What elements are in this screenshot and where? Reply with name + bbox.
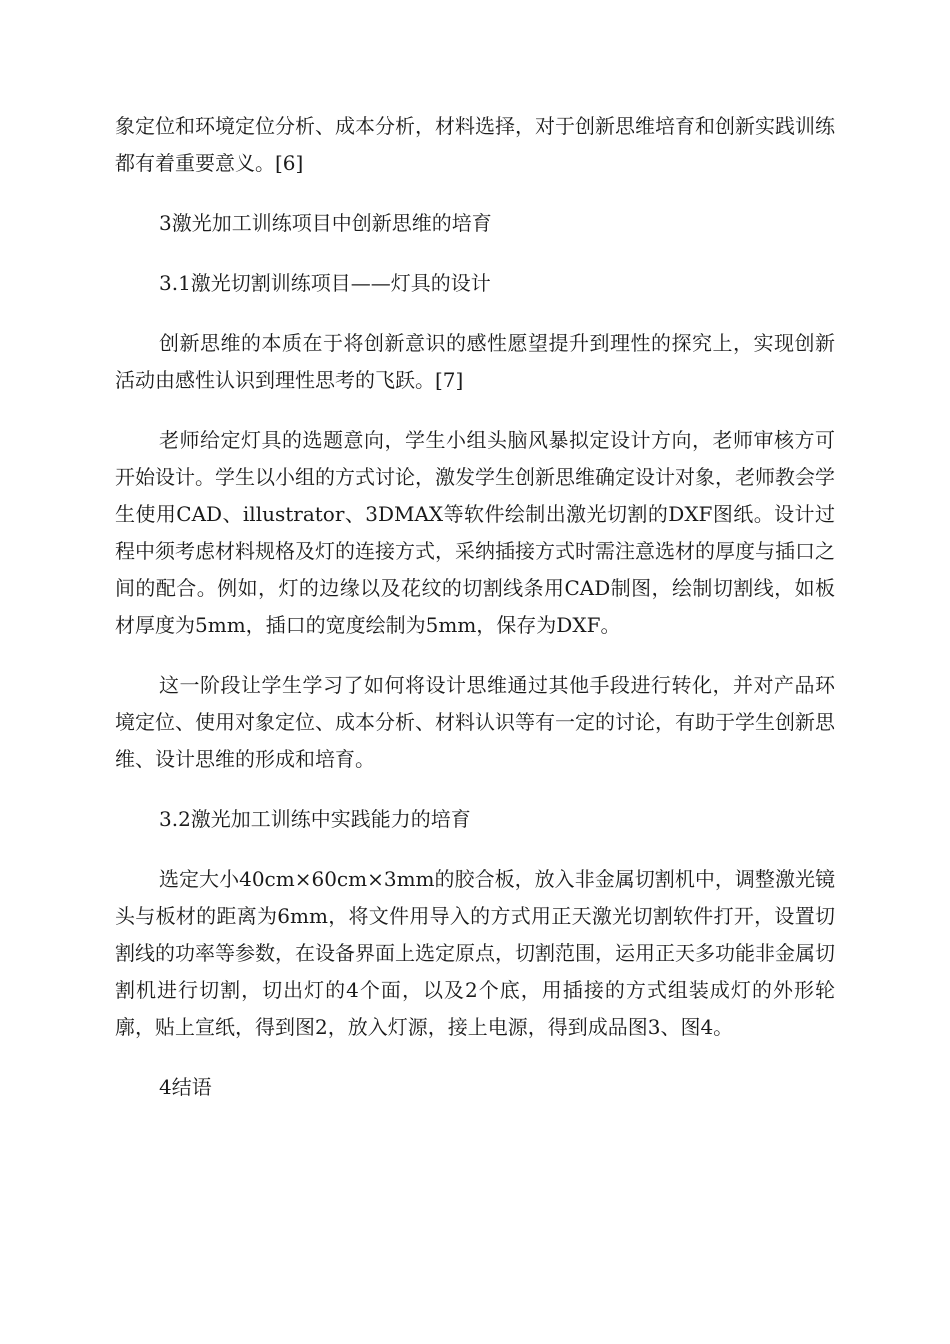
- subsection-heading-3-1: 3.1激光切割训练项目——灯具的设计: [159, 271, 491, 295]
- paragraph-continued: 象定位和环境定位分析、成本分析，材料选择，对于创新思维培育和创新实践训练都有着重要意义。[6]: [115, 114, 835, 175]
- paragraph: 选定大小40cm×60cm×3mm的胶合板，放入非金属切割机中，调整激光镜头与板材的距离为6mm，将文件用导入的方式用正天激光切割软件打开，设置切割线的功率等参数，在设备界面上选定原点，切割范围，运用正天多功能非金属切割机进行切割，切出灯的4个面，以及2个底，用插接的方式组装成灯的外形轮廓，贴上宣纸，得到图2，放入灯源，接上电源，得到成品图3、图4。: [115, 867, 835, 1039]
- paragraph: 老师给定灯具的选题意向，学生小组头脑风暴拟定设计方向，老师审核方可开始设计。学生以小组的方式讨论，激发学生创新思维确定设计对象，老师教会学生使用CAD、illustrator、3DMAX等软件绘制出激光切割的DXF图纸。设计过程中须考虑材料规格及灯的连接方式，采纳插接方式时需注意选材的厚度与插口之间的配合。例如，灯的边缘以及花纹的切割线条用CAD制图，绘制切割线，如板材厚度为5mm，插口的宽度绘制为5mm，保存为DXF。: [115, 428, 835, 637]
- section-heading-3: 3激光加工训练项目中创新思维的培育: [159, 211, 492, 235]
- section-heading-4: 4结语: [159, 1075, 212, 1099]
- subsection-heading-3-2: 3.2激光加工训练中实践能力的培育: [159, 807, 471, 831]
- paragraph: 创新思维的本质在于将创新意识的感性愿望提升到理性的探究上，实现创新活动由感性认识到理性思考的飞跃。[7]: [115, 331, 835, 392]
- paragraph: 这一阶段让学生学习了如何将设计思维通过其他手段进行转化，并对产品环境定位、使用对象定位、成本分析、材料认识等有一定的讨论，有助于学生创新思维、设计思维的形成和培育。: [115, 673, 835, 771]
- document-body: [115, 108, 835, 1106]
